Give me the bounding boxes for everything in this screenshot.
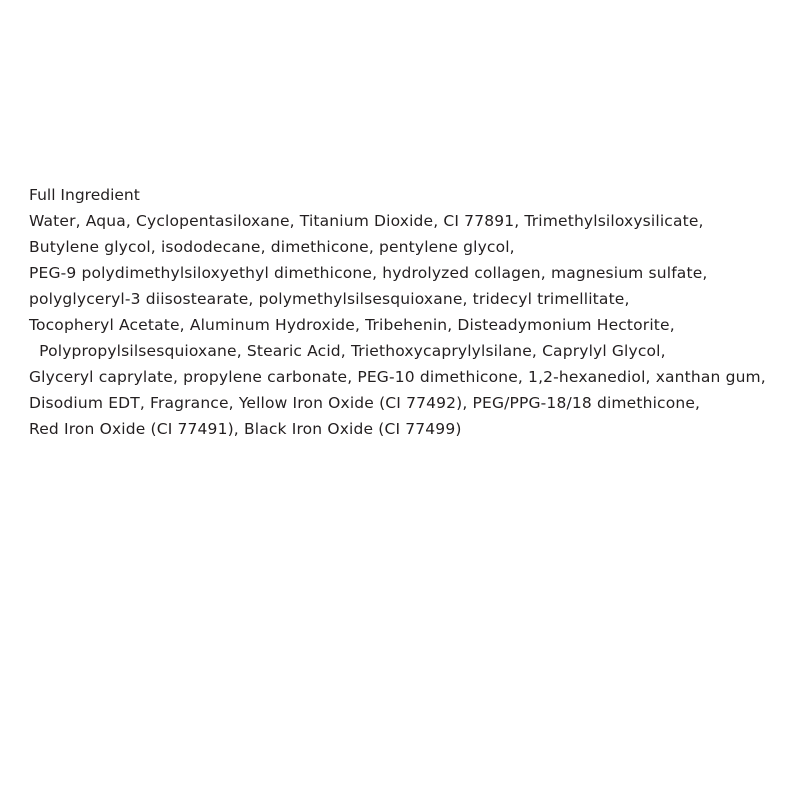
- ingredient-list-block: [29, 182, 781, 442]
- ingredient-line: Red Iron Oxide (CI 77491), Black Iron Oxide (CI 77499): [29, 420, 462, 438]
- ingredient-line: polyglyceryl-3 diisostearate, polymethylsilsesquioxane, tridecyl trimellitate,: [29, 290, 630, 308]
- ingredient-line: Glyceryl caprylate, propylene carbonate, PEG-10 dimethicone, 1,2-hexanediol, xanthan gum,: [29, 368, 766, 386]
- ingredient-line: Disodium EDT, Fragrance, Yellow Iron Oxide (CI 77492), PEG/PPG-18/18 dimethicone,: [29, 394, 701, 412]
- ingredient-line: Polypropylsilsesquioxane, Stearic Acid, Triethoxycaprylylsilane, Caprylyl Glycol,: [29, 342, 666, 360]
- ingredient-line: Butylene glycol, isododecane, dimethicone, pentylene glycol,: [29, 238, 515, 256]
- ingredient-line: Water, Aqua, Cyclopentasiloxane, Titanium Dioxide, CI 77891, Trimethylsiloxysilicate,: [29, 212, 704, 230]
- ingredient-line: PEG-9 polydimethylsiloxyethyl dimethicone, hydrolyzed collagen, magnesium sulfate,: [29, 264, 708, 282]
- ingredient-list-body: [29, 208, 781, 442]
- ingredient-list-heading: Full Ingredient: [29, 186, 140, 204]
- ingredient-line: Tocopheryl Acetate, Aluminum Hydroxide, Tribehenin, Disteadymonium Hectorite,: [29, 316, 675, 334]
